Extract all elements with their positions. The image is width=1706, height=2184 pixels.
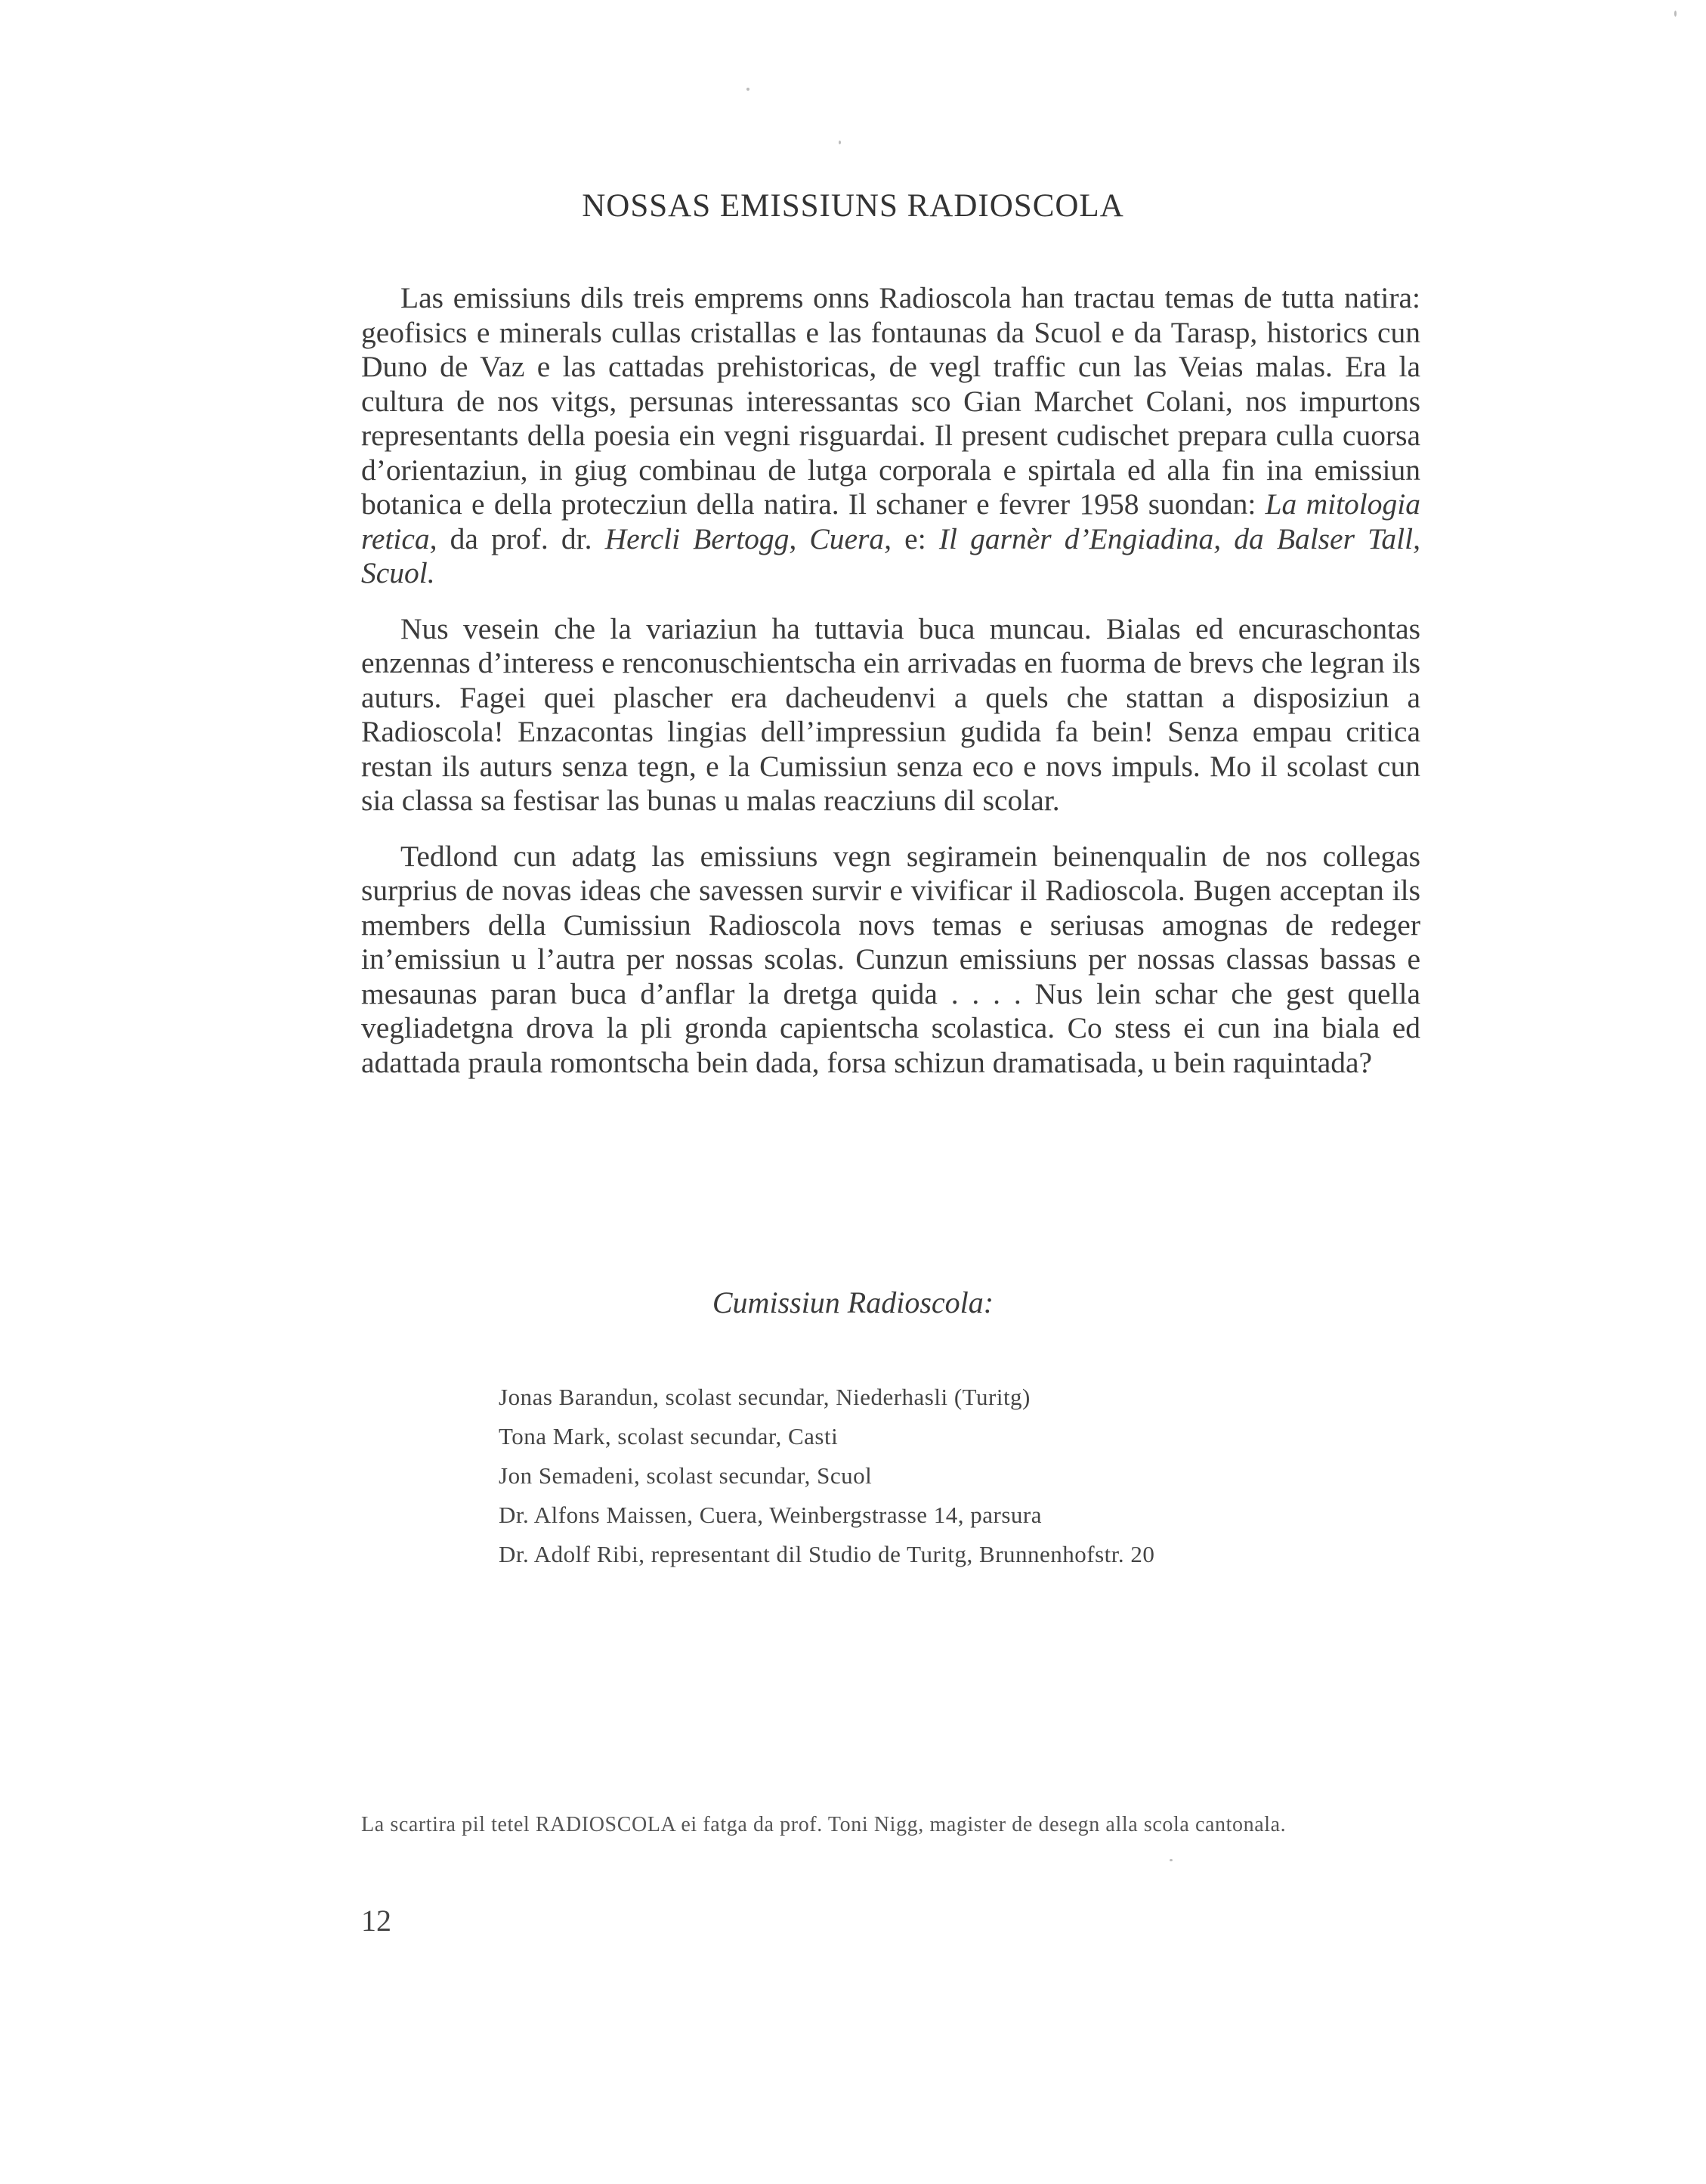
article-body — [361, 281, 1420, 1101]
member-item: Dr. Alfons Maissen, Cuera, Weinbergstrasse 14, parsura — [499, 1502, 1043, 1528]
member-item: Jonas Barandun, scolast secundar, Niederhasli (Turitg) — [499, 1384, 1031, 1410]
scan-speck — [746, 88, 749, 91]
page-title: NOSSAS EMISSIUNS RADIOSCOLA — [582, 188, 1124, 224]
paragraph-1-title-mitologia: La mitologia retica, — [361, 487, 1420, 555]
paragraph-1-text-a: Las emissiuns dils treis emprems onns Radioscola han tractau temas de tutta natira: geofisics e minerals cullas cristallas e las fontaunas da Scuol e da Tarasp, historics cun Duno de Vaz e las cattadas prehistoricas, de vegl traffic cun las Veias malas. Era la cultura de nos vitgs, persunas interessantas sco Gian Marchet Colani, nos impurtons representants della poesia ein vegni risguardai. Il present cudischet prepara culla cuorsa d’orientaziun, in giug combinau de lutga corporala e spirtala ed alla fin ina emissiun botanica e della protecziun della natira. Il schaner e fevrer 1958 suondan: — [361, 281, 1420, 521]
paragraph-2 — [361, 612, 1420, 818]
scan-speck — [1674, 11, 1677, 17]
paragraph-1-text-c: e: — [892, 521, 939, 555]
scan-speck — [839, 141, 841, 144]
paragraph-1 — [361, 281, 1420, 591]
footnote: La scartira pil tetel RADIOSCOLA ei fatga da prof. Toni Nigg, magister de desegn alla scola cantonala. — [361, 1813, 1287, 1836]
signature-heading: Cumissiun Radioscola: — [712, 1285, 994, 1319]
paragraph-1-text-b: da prof. dr. — [437, 521, 605, 555]
members-list — [499, 1378, 1154, 1574]
paragraph-3-text: Tedlond cun adatg las emissiuns vegn segiramein beinenqualin de nos collegas surprius de novas ideas che savessen survir e vivificar il Radioscola. Bugen acceptan ils members della Cumissiun Radioscola novs temas e seriusas amognas de redeger in’emissiun u l’autra per nossas scolas. Cunzun emissiuns per nossas classas bassas e mesaunas paran buca d’anflar la dretga quida . . . . Nus lein schar che gest quella vegliadetgna drova la pli gronda capientscha scolastica. Co stess ei cun ina biala ed adattada praula romontscha bein dada, forsa schizun dramatisada, u bein raquintada? — [361, 839, 1420, 1079]
paragraph-3 — [361, 840, 1420, 1081]
paragraph-1-author-bertogg: Hercli Bertogg, Cuera, — [604, 521, 892, 555]
member-item: Jon Semadeni, scolast secundar, Scuol — [499, 1462, 873, 1489]
scan-speck — [1170, 1859, 1173, 1861]
member-item: Dr. Adolf Ribi, representant dil Studio de Turitg, Brunnenhofstr. 20 — [499, 1541, 1155, 1567]
paragraph-1-title-garner: Il garnèr d’Engiadina, da Balser Tall, Scuol. — [361, 521, 1420, 589]
member-item: Tona Mark, scolast secundar, Casti — [499, 1423, 839, 1449]
page-number: 12 — [361, 1904, 391, 1938]
paragraph-2-text: Nus vesein che la variaziun ha tuttavia buca muncau. Bialas ed encuraschontas enzennas d’interess e renconuschientscha ein arrivadas en fuorma de brevs che legran ils auturs. Fagei quei plascher era dacheudenvi a quels che stattan a disposiziun a Radioscola! Enzacontas lingias dell’impressiun gudida fa bein! Senza empau critica restan ils auturs senza tegn, e la Cumissiun senza eco e novs impuls. Mo il scolast cun sia classa sa festisar las bunas u malas reacziuns dil scolar. — [361, 611, 1420, 817]
